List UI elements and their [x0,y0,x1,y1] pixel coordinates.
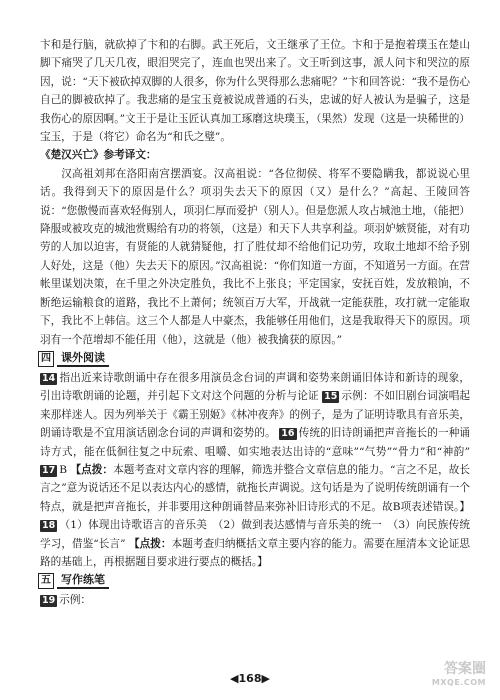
tip-17: 本题考查对文章内容的理解，筛选并整合文章信息的能力。“言之不足，故长言之”意为说话还不足以表达内心的感情，就拖长声调说。这句话是为了说明传统朗诵有一个特点，就是把声音拖长，并非要用这种朗诵替品来弥补旧诗形式的不足。故B项表述错误。】 [40,463,470,513]
question-number-badge: 19 [42,595,56,607]
answers-paragraph [40,369,470,571]
answer-17: B [59,463,68,476]
question-number-badge: 18 [42,520,56,532]
section-number: 五 [38,573,54,589]
tip-label: 【点拨： [70,463,114,476]
document-page [40,36,470,610]
watermark-logo [416,662,486,692]
answer-16: 传统的旧诗朗诵把声音拖长的一种诵诗方式，能在低徊往复之中玩索、咀嚼、如实地表达出诗的“意味”“气势”“骨力”和“神韵” [40,427,471,458]
section-title: 写作练笔 [57,573,109,589]
section-header-extracurricular-reading [38,351,470,367]
translation-paragraph-bian-he: 卞和是行脑，就砍掉了卞和的右脚。武王死后，文王继承了王位。卞和于是抱着璞玉在楚山脚下痛哭了几天几夜，眼泪哭完了，连血也哭出来了。文王听到这事，派人问卞和哭泣的原因，说：“天下被砍掉双脚的人很多，你为什么哭得那么悲痛呢？”卞和回答说：“我不是伤心自己的脚被砍掉了。我悲痛的是宝玉竟被说成普通的石头，忠诚的好人被认为是骗子，这是我伤心的原因啊。”文王于是让玉匠认真加工琢磨这块璞玉，（果然）发现（这是一块稀世的）宝玉，于是（将它）命名为“和氏之璧”。 [40,39,470,144]
section-header-writing-practice [38,573,470,589]
watermark-url: MXQE.COM [431,678,486,687]
section-number: 四 [38,351,54,367]
answer-15: 示例：不如旧剧台词演唱起来那样迷人。因为列举关于《霸王别姬》《林冲夜奔》的例子，是为了证明诗歌具有音乐美，朗诵诗歌是不宜用演话剧念台词的声调和姿势的。 [40,390,471,440]
question-number-badge: 14 [42,372,56,384]
question-number-badge: 15 [324,391,338,403]
section-title: 课外阅读 [57,351,109,367]
question-number-badge: 17 [42,464,56,476]
page-number: ◀168▶ [230,672,270,685]
answer-19: 示例： [59,594,92,607]
answer-14: 指出近来诗歌朗诵中存在很多用演员念台词的声调和姿势来朗诵旧体诗和新诗的现象，引出诗歌朗诵的论题，并引起下文对这个问题的分析与论证 [40,371,470,403]
chuhan-heading: 《楚汉兴亡》参考译文： [40,149,157,162]
answer-18: （1）体现出诗歌语言的音乐美 （2）做到表达感情与音乐美的统一 （3）向民族传统学习，借鉴“长言” [40,519,470,550]
tip-18: 本题考查归纳概括文章主要内容的能力。需要在厘清本文论证思路的基础上，再根据题目要求进行要点的概括。】 [40,537,470,568]
translation-paragraph-chuhan: 汉高祖刘邦在洛阳南宫摆酒宴。汉高祖说：“各位彻侯、将军不要隐瞒我，都说说心里话。我得到天下的原因是什么？项羽失去天下的原因（又）是什么？”高起、王陵回答说：“您傲慢而喜欢轻侮别人，项羽仁厚而爱护（别人）。但是您派人攻占城池土地，（能把）降服或被攻克的城池赏赐给有功的将领，（这是）和天下人共享利益。项羽妒嫉贤能，对有功劳的人加以迫害，有贤能的人就猜疑他，打了胜仗却不给他们记功劳，攻取土地却不给予别人好处，这是（他）失去天下的原因。”汉高祖说：“你们知道一方面，不知道另一方面。在营帐里谋划决策，在千里之外决定胜负，我比不上张良；平定国家，安抚百姓，发放粮饷，不断绝运输粮食的道路，我比不上萧何；统领百万大军，开战就一定能获胜，攻打就一定能取下，我比不上韩信。这三个人都是人中豪杰，我能够任用他们，这是我取得天下的原因。项羽有一个范增却不能任用（他），这就是（他）被我擒获的原因。” [40,167,470,346]
watermark-text: 答案圈 [444,661,486,677]
question-number-badge: 16 [281,428,295,440]
tip-label: 【点拨： [128,537,172,550]
answer-19-line [40,591,470,609]
